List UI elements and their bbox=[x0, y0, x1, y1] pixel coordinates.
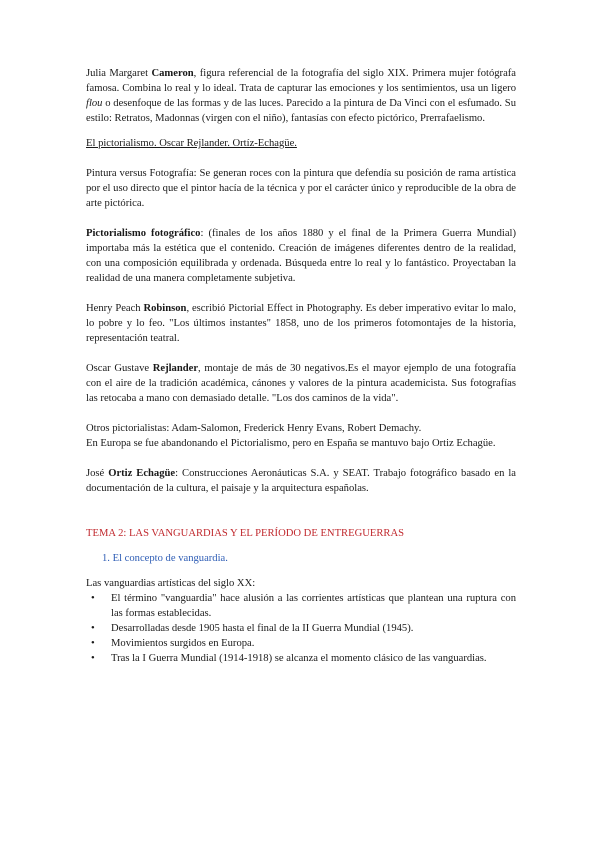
paragraph-robinson bbox=[86, 301, 516, 346]
section-title-vanguardia: 1. El concepto de vanguardia. bbox=[102, 553, 228, 564]
bold-name: Cameron bbox=[151, 68, 194, 79]
text: Henry Peach bbox=[86, 303, 144, 314]
paragraph-pintura-fotografia: Pintura versus Fotografía: Se generan roces con la pintura que defendía su posición de rama artística por el uso directo que el pintor hacía de la técnica y por el carácter único y reproducible de la obra de arte pictórica. bbox=[86, 168, 516, 209]
paragraph-ortiz-echague bbox=[86, 466, 516, 496]
paragraph-europa: En Europa se fue abandonando el Pictorialismo, pero en España se mantuvo bajo Ortiz Echagüe. bbox=[86, 438, 496, 449]
text: , montaje de más de 30 negativos.Es el mayor ejemplo de una fotografía con el aire de la tradición académica, cánones y valores de la pintura academicista. Sus fotografías las retocaba a mano con demasiado detalle. "Los dos caminos de la vida". bbox=[86, 363, 516, 404]
bullet-list bbox=[86, 591, 516, 666]
paragraph-rejlander bbox=[86, 361, 516, 406]
paragraph-cameron bbox=[86, 66, 516, 126]
bullet-icon: • bbox=[91, 653, 95, 664]
list-item: • Movimientos surgidos en Europa. bbox=[91, 638, 255, 649]
text: Julia Margaret bbox=[86, 68, 152, 79]
bullet-icon: • bbox=[91, 638, 95, 649]
bold-term: Pictorialismo fotográfico bbox=[86, 228, 201, 239]
tema-title: TEMA 2: LAS VANGUARDIAS Y EL PERÍODO DE ENTREGUERRAS bbox=[86, 528, 405, 539]
paragraph-pictorialismo bbox=[86, 226, 516, 286]
text: : (finales de los años 1880 y el final de la Primera Guerra Mundial) importaba más la estética que el contenido. Creación de imágenes diferentes dentro de la realidad, con una composición equilibrada y ordenada. Búsqueda entre lo real y lo fantástico. Proyectaban la realidad de una manera completamente subjetiva. bbox=[86, 228, 516, 284]
list-item: • El término "vanguardia" hace alusión a las corrientes artísticas que plantean una ruptura con las formas establecidas. bbox=[91, 593, 516, 619]
bullet-icon: • bbox=[91, 623, 95, 634]
text: , escribió Pictorial Effect in Photography. Es deber imperativo evitar lo malo, lo pobre y lo feo. "Los últimos instantes" 1858, uno de los primeros fotomontajes de la historia, representación teatral. bbox=[86, 303, 516, 344]
bold-name: Ortiz Echagüe bbox=[108, 468, 176, 479]
paragraph-otros: Otros pictorialistas: Adam-Salomon, Frederick Henry Evans, Robert Demachy. bbox=[86, 423, 422, 434]
section-heading-pictorialismo: El pictorialismo. Oscar Rejlander. Ortíz-Echagüe. bbox=[86, 138, 297, 149]
text: Oscar Gustave bbox=[86, 363, 153, 374]
text: José bbox=[86, 468, 109, 479]
text: : Construcciones Aeronáuticas S.A. y SEAT. Trabajo fotográfico basado en la documentación de la cultura, el paisaje y la arquitectura españolas. bbox=[86, 468, 516, 494]
bullet-icon: • bbox=[91, 593, 95, 604]
document-page bbox=[86, 66, 516, 666]
bold-name: Rejlander bbox=[152, 363, 199, 374]
text: o desenfoque de las formas y de las luces. Parecido a la pintura de Da Vinci con el esfumado. Su estilo: Retratos, Madonnas (virgen con el niño), fantasías con efecto pictórico, Prerrafaelismo. bbox=[86, 98, 516, 124]
italic-term: flou bbox=[86, 98, 103, 109]
list-item: • Tras la I Guerra Mundial (1914-1918) se alcanza el momento clásico de las vanguardias. bbox=[91, 653, 487, 664]
text: , figura referencial de la fotografía del siglo XIX. Primera mujer fotógrafa famosa. Combina lo real y lo ideal. Trata de capturar las emociones y los sentimientos, usa un ligero bbox=[86, 68, 516, 94]
bold-name: Robinson bbox=[143, 303, 187, 314]
list-item: • Desarrolladas desde 1905 hasta el final de la II Guerra Mundial (1945). bbox=[91, 623, 414, 634]
list-intro: Las vanguardias artísticas del siglo XX: bbox=[86, 578, 256, 589]
